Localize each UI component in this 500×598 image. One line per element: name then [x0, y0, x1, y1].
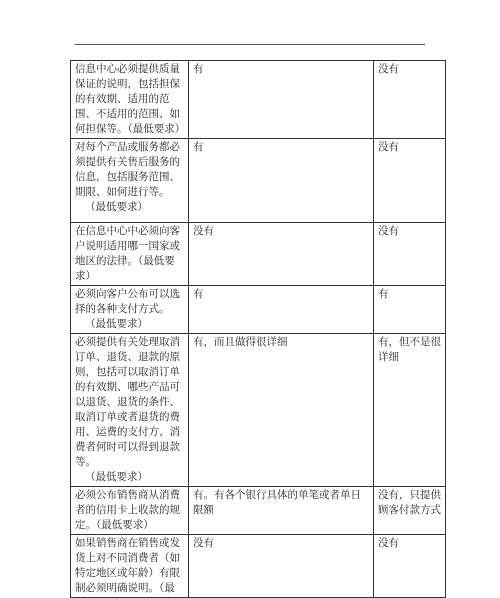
evaluation-cell: 有，但不是很详细 [374, 334, 446, 487]
requirement-cell: 信息中心必须提供质量保证的说明，包括担保的有效期、适用的范围、不适用的范围、如何担保等。（最低要求） [71, 61, 189, 139]
requirement-note: （最低要求） [85, 201, 148, 213]
table-row [71, 139, 446, 223]
requirement-cell: 必须公布销售商从消费者的信用卡上收款的规定。（最低要求） [71, 487, 189, 535]
requirement-text: 对每个产品或服务都必须提供有关售后服务的信息，包括服务范围、期限、如何进行等。 [75, 141, 180, 198]
requirement-note: （最低要求） [85, 318, 148, 330]
table-row [71, 286, 446, 334]
evaluation-cell: 没有 [374, 535, 446, 598]
requirement-cell: 在信息中心中必须向客户说明适用哪一国家或地区的法律。（最低要求） [71, 223, 189, 286]
requirement-cell: 如果销售商在销售或发货上对不同消费者（如特定地区或年龄）有限制必须明确说明。（最 [71, 535, 189, 598]
evaluation-cell: 有 [189, 61, 374, 139]
requirement-note: （最低要求） [85, 471, 148, 483]
evaluation-cell: 没有，只提供顾客付款方式 [374, 487, 446, 535]
evaluation-cell: 没有 [374, 61, 446, 139]
header-mark: . [424, 39, 426, 46]
requirement-cell [71, 286, 189, 334]
table-row [71, 223, 446, 286]
header-rule [75, 44, 425, 45]
requirement-text: 必须向客户公布可以选择的各种支付方式。 [75, 288, 180, 315]
evaluation-cell: 有 [189, 139, 374, 223]
evaluation-cell: 没有 [189, 535, 374, 598]
table-row [71, 487, 446, 535]
requirement-cell [71, 139, 189, 223]
table-row [71, 334, 446, 487]
evaluation-cell: 有。有各个银行具体的单笔或者单日限额 [189, 487, 374, 535]
evaluation-cell: 没有 [374, 139, 446, 223]
table-row [71, 61, 446, 139]
requirement-cell [71, 334, 189, 487]
comparison-table [70, 60, 446, 598]
evaluation-cell: 没有 [374, 223, 446, 286]
evaluation-cell: 没有 [189, 223, 374, 286]
requirement-text: 必须提供有关处理取消订单、退货、退款的原则，包括可以取消订单的有效期、哪些产品可以退货、退货的条件、取消订单或者退货的费用、运费的支付方、消费者何时可以得到退款等。 [75, 336, 180, 468]
evaluation-cell: 有 [374, 286, 446, 334]
table-row [71, 535, 446, 598]
evaluation-cell: 有 [189, 286, 374, 334]
evaluation-cell: 有，而且做得很详细 [189, 334, 374, 487]
